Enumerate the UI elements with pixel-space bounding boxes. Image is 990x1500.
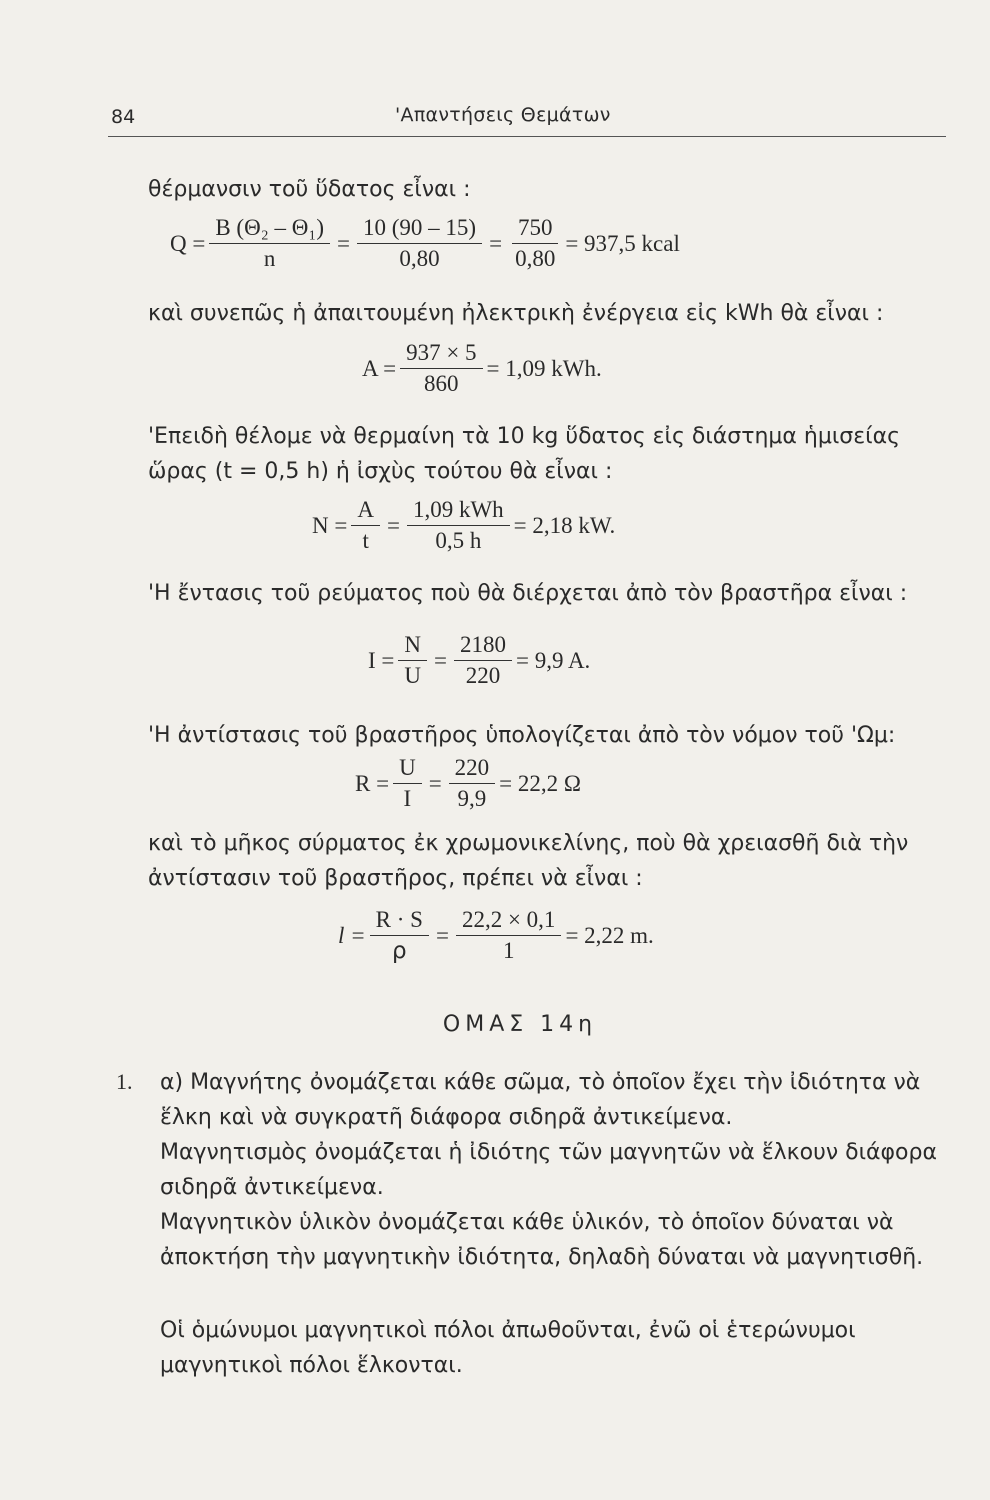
fraction-denominator: 220 [465, 663, 501, 688]
eq-lhs: I = [368, 647, 395, 673]
answer-paragraph-3: Μαγνητικὸν ὑλικὸν ὀνομάζεται κάθε ὑλικόν, τὸ ὁποῖον δύναται νὰ ἀποκτήση τὴν μαγνητικὴν ἰδιότητα, δηλαδὴ δύναται νὰ μαγνητισθῆ. [160, 1210, 924, 1270]
fraction-denominator: 0,80 [399, 246, 440, 271]
fraction [357, 215, 482, 272]
eq-result: = 2,22 m. [565, 922, 654, 948]
fraction-numerator: 1,09 kWh [407, 497, 510, 526]
eq-operator: = [337, 230, 350, 256]
eq-operator: = [434, 647, 447, 673]
fraction [449, 755, 496, 812]
fraction-numerator: R · S [370, 907, 429, 936]
eq-lhs: Q = [170, 230, 206, 256]
fraction-denominator: n [263, 246, 276, 271]
equation-q [170, 215, 680, 272]
running-head: 'Απαντήσεις Θεμάτων [395, 104, 611, 126]
fraction [351, 497, 380, 554]
eq-lhs: R = [355, 770, 390, 796]
eq-operator: = [489, 230, 503, 256]
paragraph-4: 'Η ἔντασις τοῦ ρεύματος ποὺ θὰ διέρχεται ἀπὸ τὸν βραστῆρα εἶναι : [148, 581, 908, 606]
fraction-numerator: 10 (90 – 15) [357, 215, 482, 244]
eq-result: = 9,9 A. [516, 647, 591, 673]
fraction [456, 907, 561, 964]
fraction-numerator: U [393, 755, 422, 784]
fraction [509, 215, 561, 272]
eq-result: = 1,09 kWh. [486, 355, 602, 381]
equation-a [362, 340, 602, 397]
header-rule [108, 136, 946, 137]
page-number: 84 [111, 106, 136, 128]
fraction-denominator: 0,80 [515, 246, 556, 271]
eq-operator: = [435, 922, 449, 948]
fraction-numerator: 22,2 × 0,1 [456, 907, 561, 936]
answer-paragraph-2: Μαγνητισμὸς ὀνομάζεται ἡ ἰδιότης τῶν μαγνητῶν νὰ ἕλκουν διάφορα σιδηρᾶ ἀντικείμενα. [160, 1140, 937, 1200]
fraction-numerator: A [351, 497, 380, 526]
answer-paragraph-4: Οἱ ὁμώνυμοι μαγνητικοὶ πόλοι ἀπωθοῦνται, ἐνῶ οἱ ἑτερώνυμοι μαγνητικοὶ πόλοι ἕλκονται. [160, 1318, 856, 1378]
answer-paragraph-1: α) Μαγνήτης ὀνομάζεται κάθε σῶμα, τὸ ὁποῖον ἔχει τὴν ἰδιότητα νὰ ἕλκη καὶ νὰ συγκρατῆ διάφορα σιδηρᾶ ἀντικείμενα. [160, 1070, 921, 1130]
eq-operator: = [428, 770, 442, 796]
eq-lhs: l = [338, 922, 366, 948]
paragraph-1: θέρμανσιν τοῦ ὕδατος εἶναι : [148, 177, 471, 202]
fraction [454, 632, 512, 689]
fraction [393, 755, 422, 812]
fraction-denominator: 860 [424, 371, 459, 396]
item-number: 1. [116, 1069, 133, 1094]
paragraph-6: καὶ τὸ μῆκος σύρματος ἐκ χρωμονικελίνης, ποὺ θὰ χρειασθῆ διὰ τὴν ἀντίστασιν τοῦ βραστῆρος, πρέπει νὰ εἶναι : [148, 831, 909, 891]
fraction-numerator: 750 [512, 215, 559, 244]
fraction [400, 340, 482, 397]
paragraph-5: 'Η ἀντίστασις τοῦ βραστῆρος ὑπολογίζεται ἀπὸ τὸν νόμον τοῦ 'Ωμ: [148, 723, 896, 748]
equation-r [355, 755, 581, 812]
paragraph-2: καὶ συνεπῶς ἡ ἀπαιτουμένη ἠλεκτρικὴ ἐνέργεια εἰς kWh θὰ εἶναι : [148, 301, 884, 326]
fraction [370, 907, 429, 964]
fraction-denominator: 9,9 [457, 786, 487, 811]
fraction [209, 215, 330, 272]
eq-lhs: A = [362, 355, 397, 381]
eq-result: = 2,18 kW. [513, 512, 616, 538]
fraction-denominator: I [403, 786, 412, 811]
fraction-numerator: 937 × 5 [400, 340, 482, 369]
fraction-numerator: 2180 [454, 632, 512, 661]
fraction [398, 632, 427, 689]
eq-result: = 22,2 Ω [499, 770, 581, 796]
fraction-denominator: 1 [502, 938, 515, 963]
fraction [407, 497, 510, 554]
paragraph-3: 'Επειδὴ θέλομε νὰ θερμαίνη τὰ 10 kg ὕδατος εἰς διάστημα ἡμισείας ὥρας (t = 0,5 h) ἡ ἰσχὺς τούτου θὰ εἶναι : [148, 424, 900, 484]
fraction-numerator: B (Θ₂ – Θ₁) [209, 215, 330, 244]
fraction-denominator: t [362, 528, 369, 553]
fraction-numerator: N [398, 632, 427, 661]
equation-n [312, 497, 615, 554]
equation-l [338, 907, 654, 964]
eq-operator: = [386, 512, 400, 538]
fraction-denominator: ρ [392, 938, 407, 964]
fraction-denominator: 0,5 h [435, 528, 482, 553]
equation-i [368, 632, 590, 689]
fraction-numerator: 220 [449, 755, 496, 784]
fraction-denominator: U [404, 663, 422, 688]
eq-result: = 937,5 kcal [565, 230, 680, 256]
section-title: ΟΜΑΣ 14η [442, 1012, 598, 1037]
eq-lhs: N = [312, 512, 348, 538]
